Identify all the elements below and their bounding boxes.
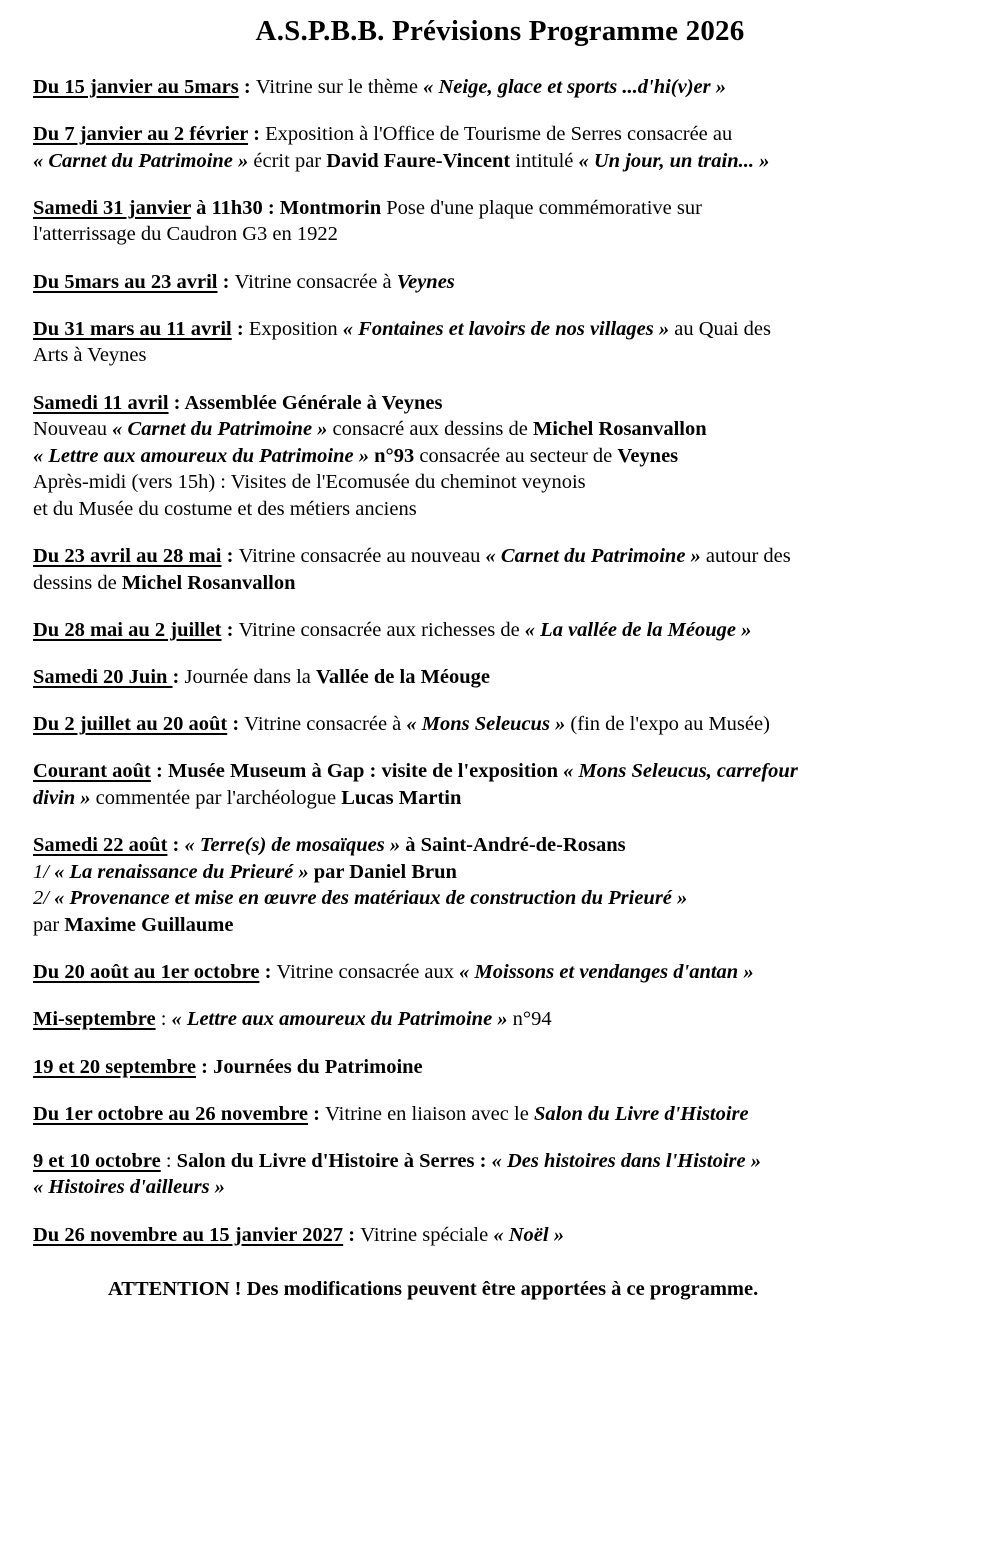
entry-item-number: 1/ xyxy=(33,860,55,883)
entry-text: commentée par l'archéologue xyxy=(90,787,342,810)
entry-text: autour des xyxy=(700,545,791,568)
entry-line xyxy=(33,785,967,812)
entry-text: Vitrine consacrée à xyxy=(244,713,407,736)
entry-colon: : xyxy=(231,317,249,340)
entry-quoted-title: « La vallée de la Méouge » xyxy=(524,619,752,641)
entry-person-name: Maxime Guillaume xyxy=(64,914,234,937)
entry-line xyxy=(33,316,967,343)
entry-line xyxy=(33,711,967,738)
program-entry xyxy=(33,543,967,596)
program-entry xyxy=(33,1006,967,1033)
program-entry xyxy=(33,832,967,939)
entry-time: 11h30 xyxy=(211,196,263,219)
entry-colon: : xyxy=(196,1055,214,1078)
entry-text: Musée Museum à Gap : visite de l'exposition xyxy=(167,760,564,783)
entry-text: Vitrine consacrée au nouveau xyxy=(238,545,486,568)
entry-line xyxy=(33,148,967,175)
entry-date: Courant août xyxy=(33,760,151,783)
entry-line xyxy=(33,1006,967,1033)
entry-line xyxy=(33,1054,967,1081)
entry-line xyxy=(33,269,967,296)
entry-place: Vallée de la Méouge xyxy=(316,666,491,689)
entry-text: l'atterrissage du Caudron G3 en 1922 xyxy=(33,223,338,246)
entry-person-name: David Faure-Vincent xyxy=(326,149,511,172)
program-entry xyxy=(33,758,967,811)
entry-person-name: Michel Rosanvallon xyxy=(121,571,296,594)
entry-quoted-title: « Fontaines et lavoirs de nos villages » xyxy=(342,317,670,340)
entry-quoted-title: « Un jour, un train... » xyxy=(578,149,770,172)
entry-quoted-title: « La renaissance du Prieuré » xyxy=(54,860,309,883)
entry-line xyxy=(33,1174,967,1201)
entry-text: consacrée au secteur de xyxy=(414,444,618,467)
entry-date: Du 28 mai au 2 juillet xyxy=(33,619,222,641)
program-entry xyxy=(33,959,967,986)
entry-text: Assemblée Générale à Veynes xyxy=(184,391,443,414)
entry-line xyxy=(33,342,967,369)
entry-quoted-title: Salon du Livre d'Histoire xyxy=(533,1102,749,1125)
entry-date: Du 2 juillet au 20 août xyxy=(33,713,228,736)
entry-quoted-title: « Mons Seleucus » xyxy=(406,713,566,736)
entry-date: Du 26 novembre au 15 janvier 2027 xyxy=(33,1223,344,1246)
entry-text: Vitrine spéciale xyxy=(360,1223,494,1246)
entry-colon: : xyxy=(248,123,266,146)
entry-colon: : xyxy=(150,760,168,783)
entry-place: Veynes xyxy=(617,444,679,467)
entry-colon: : xyxy=(343,1223,361,1246)
entry-line xyxy=(33,859,967,886)
entry-colon: : xyxy=(227,713,245,736)
entry-text: Vitrine en liaison avec le xyxy=(325,1102,534,1125)
entry-line xyxy=(33,74,967,101)
entry-quoted-title: « Noël » xyxy=(493,1223,564,1246)
entry-text: dessins de xyxy=(33,571,122,594)
document-page xyxy=(0,16,1000,1543)
entry-item-number: 2/ xyxy=(33,887,55,910)
entry-quoted-title: « Des histoires dans l'Histoire » xyxy=(491,1149,761,1172)
entry-quoted-title: « Histoires d'ailleurs » xyxy=(33,1176,225,1199)
entry-person-name: Michel Rosanvallon xyxy=(532,418,707,441)
entry-line xyxy=(33,443,967,470)
entry-line xyxy=(33,469,967,496)
entry-text: Nouveau xyxy=(33,418,113,441)
program-entry xyxy=(33,195,967,248)
entry-quoted-title: « Lettre aux amoureux du Patrimoine » xyxy=(33,444,369,467)
page-title: A.S.P.B.B. Prévisions Programme 2026 xyxy=(255,15,745,47)
entry-line xyxy=(33,121,967,148)
entry-colon: : xyxy=(308,1102,326,1125)
entry-quoted-title: « Lettre aux amoureux du Patrimoine » xyxy=(171,1008,508,1031)
entry-text: Exposition xyxy=(248,317,343,340)
entry-place: Montmorin xyxy=(279,196,382,219)
entry-text: par xyxy=(308,860,350,883)
entry-date: Du 15 janvier au 5mars xyxy=(33,75,239,98)
entry-line xyxy=(33,912,967,939)
entry-text: par xyxy=(33,914,65,937)
entry-text: Pose d'une plaque commémorative sur xyxy=(381,196,702,219)
entry-text: Exposition à l'Office de Tourisme de Serres consacrée au xyxy=(265,123,733,146)
entry-text: Après-midi (vers 15h) : Visites de l'Ecomusée du cheminot veynois xyxy=(33,471,586,494)
entry-date: Du 7 janvier au 2 février xyxy=(33,123,249,146)
entry-colon: : xyxy=(259,961,277,984)
entry-colon: : xyxy=(160,1149,177,1172)
entry-text: (fin de l'expo au Musée) xyxy=(565,713,770,736)
entry-quoted-title: « Terre(s) de mosaïques » xyxy=(184,834,401,857)
entry-date: Samedi 11 avril xyxy=(33,391,169,414)
entry-text: Vitrine sur le thème xyxy=(255,75,424,98)
program-entry xyxy=(33,1148,967,1201)
entry-line xyxy=(33,1101,967,1128)
entry-colon: : xyxy=(262,196,280,219)
entry-line xyxy=(33,959,967,986)
entry-line xyxy=(33,570,967,597)
entry-date: Mi-septembre xyxy=(33,1008,156,1031)
program-entry xyxy=(33,711,967,738)
entry-line xyxy=(33,496,967,523)
entry-line xyxy=(33,390,967,417)
entry-text: Arts à Veynes xyxy=(33,344,147,367)
entry-line xyxy=(33,195,967,222)
entry-line xyxy=(33,758,967,785)
entry-quoted-title: « Provenance et mise en œuvre des matériaux de construction du Prieuré » xyxy=(54,887,688,910)
entry-colon: : xyxy=(217,270,235,293)
entry-text: Journée dans la xyxy=(184,666,316,689)
program-entry xyxy=(33,1054,967,1081)
entry-text: Vitrine consacrée aux xyxy=(276,961,460,984)
program-entry xyxy=(33,1222,967,1249)
entry-quoted-title: « Carnet du Patrimoine » xyxy=(485,545,701,568)
entry-date: Du 20 août au 1er octobre xyxy=(33,961,260,984)
entry-date: Du 5mars au 23 avril xyxy=(33,270,218,293)
entry-text: au Quai des xyxy=(669,317,772,340)
entry-colon: : xyxy=(155,1008,172,1031)
entry-line xyxy=(33,416,967,443)
entry-date: Du 1er octobre au 26 novembre xyxy=(33,1102,309,1125)
entry-colon: : xyxy=(167,834,185,857)
program-entries-list xyxy=(0,74,1000,1301)
entry-text: écrit par xyxy=(248,149,327,172)
entry-text: Salon du Livre d'Histoire à Serres : xyxy=(176,1149,492,1172)
entry-person-name: Daniel Brun xyxy=(349,860,457,883)
attention-note: ATTENTION ! Des modifications peuvent être apportées à ce programme. xyxy=(108,1278,759,1301)
entry-line xyxy=(33,543,967,570)
entry-date: Samedi 31 janvier xyxy=(33,196,191,219)
entry-issue-number: n°93 xyxy=(369,444,415,467)
entry-text: à xyxy=(190,196,212,219)
entry-line xyxy=(33,832,967,859)
entry-date: 9 et 10 octobre xyxy=(33,1149,161,1172)
entry-line xyxy=(33,1222,967,1249)
entry-date: Samedi 20 Juin xyxy=(33,666,173,689)
program-entry xyxy=(33,74,967,101)
entry-line xyxy=(33,617,967,644)
entry-quoted-title: « Carnet du Patrimoine » xyxy=(112,418,328,441)
program-entry xyxy=(33,316,967,369)
entry-date: 19 et 20 septembre xyxy=(33,1055,197,1078)
entry-colon: : xyxy=(221,545,239,568)
entry-text: Journées du Patrimoine xyxy=(213,1055,423,1078)
entry-text: intitulé xyxy=(510,149,579,172)
entry-issue-number: n°94 xyxy=(507,1008,552,1031)
program-entry xyxy=(33,269,967,296)
entry-line xyxy=(33,885,967,912)
program-entry xyxy=(33,121,967,174)
entry-quoted-title-cont: divin » xyxy=(33,787,91,810)
entry-line xyxy=(33,1148,967,1175)
entry-date: Du 31 mars au 11 avril xyxy=(33,317,232,340)
entry-place: à Saint-André-de-Rosans xyxy=(400,834,626,857)
entry-quoted-title: « Neige, glace et sports ...d'hi(v)er » xyxy=(423,75,727,98)
entry-colon: : xyxy=(172,666,185,689)
entry-line xyxy=(33,221,967,248)
entry-date: Samedi 22 août xyxy=(33,834,168,857)
entry-place-italic: Veynes xyxy=(396,270,455,293)
entry-colon: : xyxy=(238,75,256,98)
entry-quoted-title: « Mons Seleucus, carrefour xyxy=(563,760,798,783)
program-entry xyxy=(33,390,967,523)
entry-line xyxy=(33,664,967,691)
entry-quoted-title: « Moissons et vendanges d'antan » xyxy=(459,961,754,984)
entry-quoted-title: « Carnet du Patrimoine » xyxy=(33,149,249,172)
entry-date: Du 23 avril au 28 mai xyxy=(33,545,222,568)
entry-colon: : xyxy=(168,391,185,414)
entry-colon: : xyxy=(221,619,239,641)
entry-text: Vitrine consacrée à xyxy=(234,270,397,293)
program-entry xyxy=(33,1101,967,1128)
program-entry xyxy=(33,617,967,644)
entry-text: consacré aux dessins de xyxy=(327,418,533,441)
entry-text: Vitrine consacrée aux richesses de xyxy=(238,619,525,641)
program-entry xyxy=(33,664,967,691)
entry-person-name: Lucas Martin xyxy=(341,787,462,810)
entry-text: et du Musée du costume et des métiers anciens xyxy=(33,498,417,521)
